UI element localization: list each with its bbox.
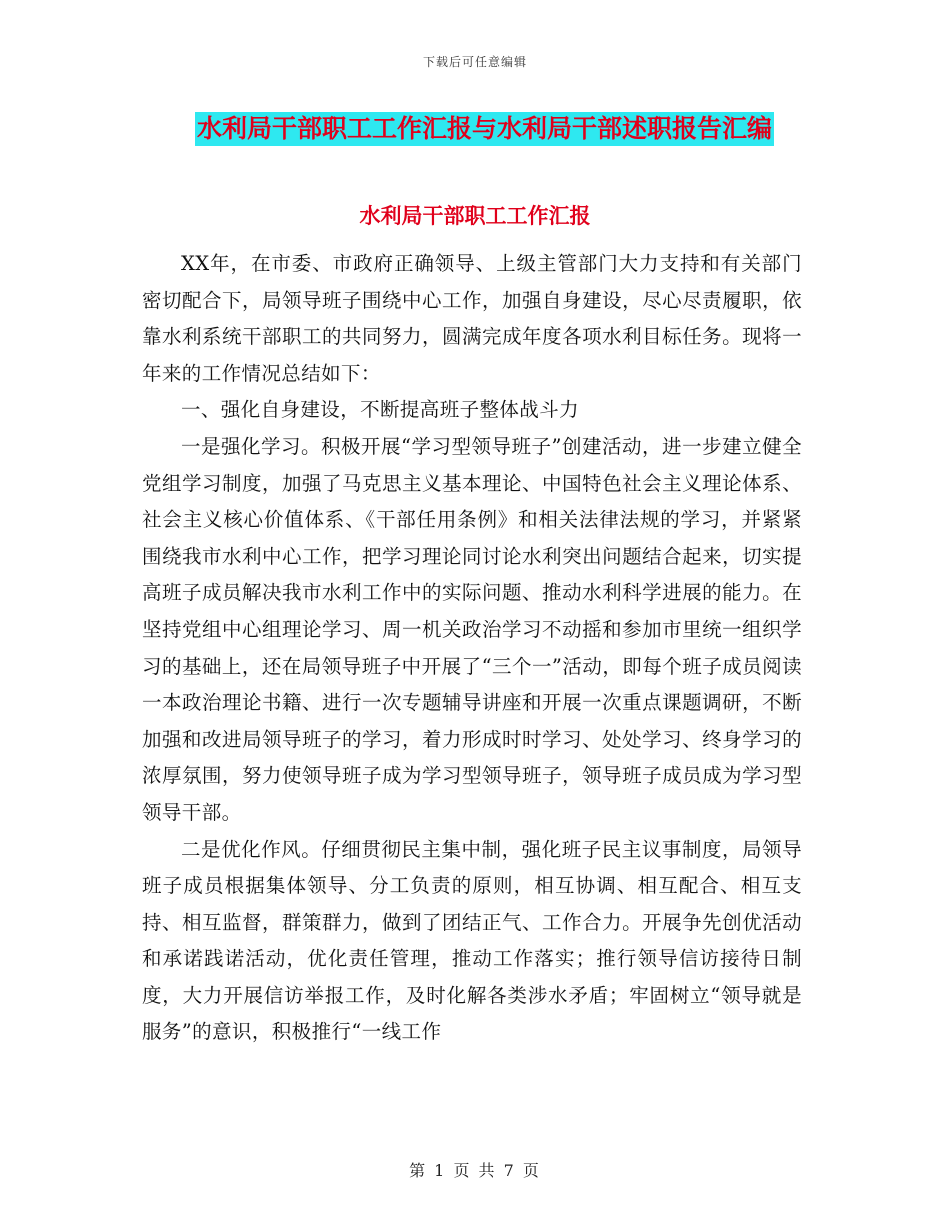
paragraph-study: 一是强化学习。积极开展“学习型领导班子”创建活动，进一步建立健全党组学习制度，加强了马克思主义基本理论、中国特色社会主义理论体系、社会主义核心价值体系、《干部任用条例》和相关法律法规的学习，并紧紧围绕我市水利中心工作，把学习理论同讨论水利突出问题结合起来，切实提高班子成员解决我市水利工作中的实际问题、推动水利科学进展的能力。在坚持党组中心组理论学习、周一机关政治学习不动摇和参加市里统一组织学习的基础上，还在局领导班子中开展了“三个一”活动，即每个班子成员阅读一本政治理论书籍、进行一次专题辅导讲座和开展一次重点课题调研，不断加强和改进局领导班子的学习，着力形成时时学习、处处学习、终身学习的浓厚氛围，努力使领导班子成为学习型领导班子，领导班子成员成为学习型领导干部。 <box>142 434 802 824</box>
paragraph-heading-1: 一、强化自身建设，不断提高班子整体战斗力 <box>181 398 580 422</box>
paragraph-intro: XX年，在市委、市政府正确领导、上级主管部门大力支持和有关部门密切配合下，局领导班子围绕中心工作，加强自身建设，尽心尽责履职，依靠水利系统干部职工的共同努力，圆满完成年度各项水利目标任务。现将一年来的工作情况总结如下： <box>142 252 802 385</box>
page-footer: 第 1 页 共 7 页 <box>409 1161 541 1180</box>
document-title: 水利局干部职工工作汇报与水利局干部述职报告汇编 <box>195 112 774 146</box>
header-note: 下载后可任意编辑 <box>422 55 527 69</box>
section-title: 水利局干部职工工作汇报 <box>359 204 591 228</box>
paragraph-style: 二是优化作风。仔细贯彻民主集中制，强化班子民主议事制度，局领导班子成员根据集体领导、分工负责的原则，相互协调、相互配合、相互支持、相互监督，群策群力，做到了团结正气、工作合力。开展争先创优活动和承诺践诺活动，优化责任管理，推动工作落实；推行领导信访接待日制度，大力开展信访举报工作，及时化解各类涉水矛盾；牢固树立“领导就是服务”的意识，积极推行“一线工作 <box>142 837 802 1044</box>
body-text <box>142 246 802 1051</box>
